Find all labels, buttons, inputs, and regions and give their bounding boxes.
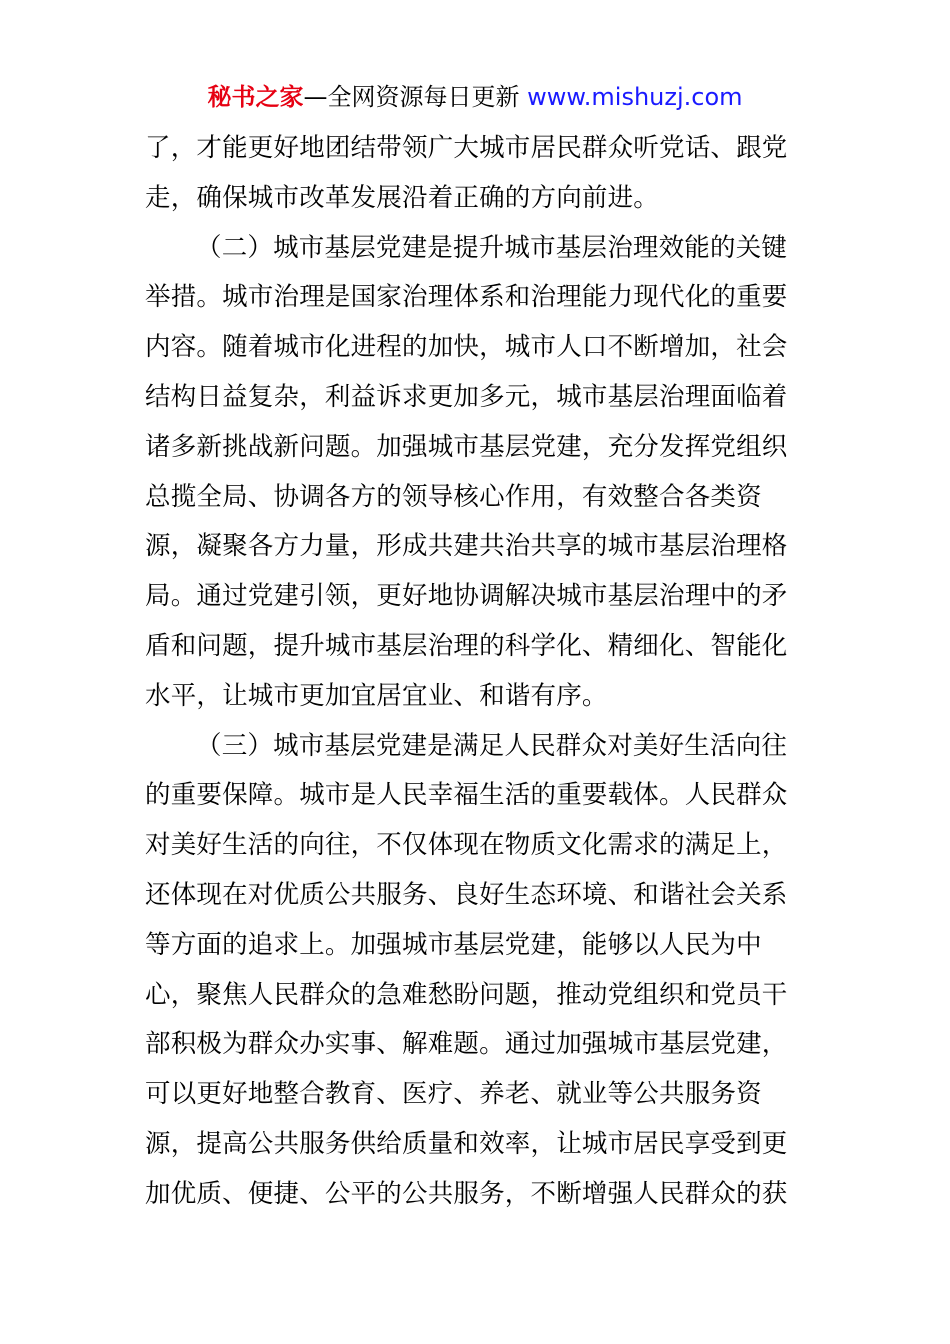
page-header: [0, 80, 950, 114]
text-line: 举措。城市治理是国家治理体系和治理能力现代化的重要: [145, 282, 788, 313]
text-line: 源，凝聚各方力量，形成共建共治共享的城市基层治理格: [145, 531, 788, 562]
brand-name: 秘书之家: [207, 83, 304, 111]
paragraph-heading-2: （二）城市基层党建是提升城市基层治理效能的关键: [196, 232, 788, 263]
paragraph-heading-3: （三）城市基层党建是满足人民群众对美好生活向往: [196, 730, 788, 761]
header-tagline: —全网资源每日更新: [303, 83, 528, 111]
text-line: 等方面的追求上。加强城市基层党建，能够以人民为中: [145, 929, 762, 960]
text-line: 走，确保城市改革发展沿着正确的方向前进。: [145, 182, 660, 213]
text-line: 内容。随着城市化进程的加快，城市人口不断增加，社会: [145, 332, 788, 363]
document-body: [145, 124, 807, 1220]
text-line: 了，才能更好地团结带领广大城市居民群众听党话、跟党: [145, 133, 788, 163]
text-line: 可以更好地整合教育、医疗、养老、就业等公共服务资: [145, 1079, 762, 1110]
text-line: 盾和问题，提升城市基层治理的科学化、精细化、智能化: [145, 630, 788, 661]
text-line: 还体现在对优质公共服务、良好生态环境、和谐社会关系: [145, 879, 788, 910]
text-line: 结构日益复杂，利益诉求更加多元，城市基层治理面临着: [145, 381, 788, 412]
text-line: 对美好生活的向往，不仅体现在物质文化需求的满足上，: [145, 830, 788, 861]
text-line: 心，聚焦人民群众的急难愁盼问题，推动党组织和党员干: [145, 979, 788, 1010]
text-line: 加优质、便捷、公平的公共服务，不断增强人民群众的获: [145, 1178, 788, 1209]
text-line: 源，提高公共服务供给质量和效率，让城市居民享受到更: [145, 1128, 788, 1159]
text-line: 局。通过党建引领，更好地协调解决城市基层治理中的矛: [145, 581, 788, 612]
text-line: 总揽全局、协调各方的领导核心作用，有效整合各类资: [145, 481, 762, 512]
text-line: 部积极为群众办实事、解难题。通过加强城市基层党建，: [145, 1029, 788, 1060]
text-line: 的重要保障。城市是人民幸福生活的重要载体。人民群众: [145, 780, 788, 811]
text-line: 诸多新挑战新问题。加强城市基层党建，充分发挥党组织: [145, 431, 788, 462]
header-url[interactable]: www.mishuzj.com: [527, 83, 743, 111]
text-line: 水平，让城市更加宜居宜业、和谐有序。: [145, 680, 608, 711]
